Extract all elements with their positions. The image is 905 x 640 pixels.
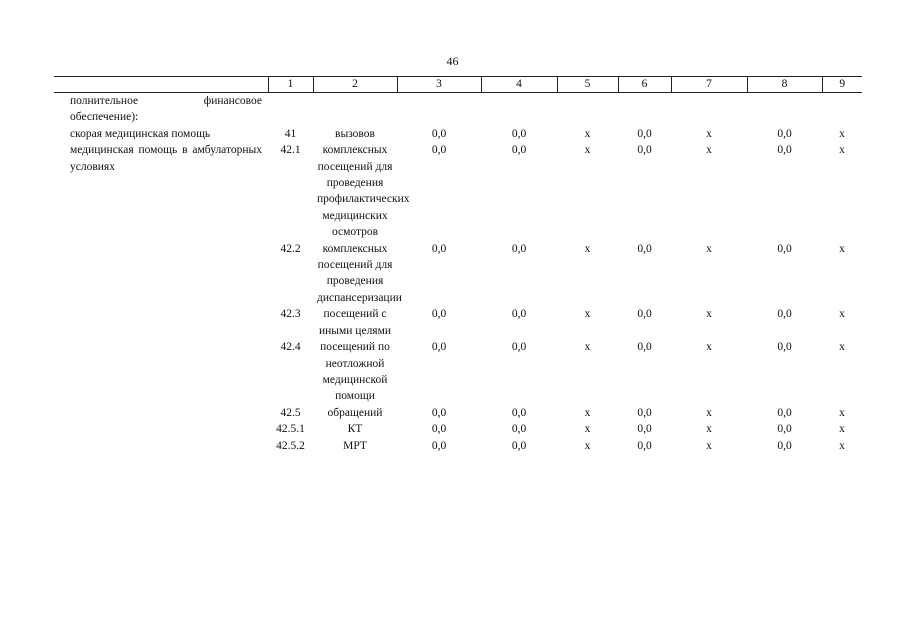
cell-col6: 0,0 xyxy=(637,308,652,321)
cell-col4: 0,0 xyxy=(511,308,527,321)
row-unit: посещений по неотложной медицинской помощи xyxy=(320,341,390,403)
row-name xyxy=(54,438,268,454)
row-name: медицинская помощь в амбулаторных условиях xyxy=(70,144,262,173)
cell-col8: 0,0 xyxy=(777,308,792,321)
cell-col4: 0,0 xyxy=(511,423,527,436)
cell-col5: х xyxy=(584,242,591,255)
row-unit: КТ xyxy=(347,423,363,436)
cell-col3: 0,0 xyxy=(431,242,447,255)
cell-col6: 0,0 xyxy=(637,423,652,436)
table-row xyxy=(54,126,862,142)
cell-col8: 0,0 xyxy=(777,406,792,419)
cell-col9: х xyxy=(839,308,845,321)
row-unit: обращений xyxy=(327,406,383,419)
row-name xyxy=(54,306,268,339)
cell-col4: 0,0 xyxy=(511,341,527,354)
cell-col4: 0,0 xyxy=(511,406,527,419)
cell-col9: х xyxy=(839,242,845,255)
cell-col7: х xyxy=(706,127,712,140)
cell-col5: х xyxy=(584,341,591,354)
row-code: 42.5 xyxy=(280,406,301,419)
cell-col3: 0,0 xyxy=(431,439,447,452)
cell-col7: х xyxy=(706,242,712,255)
cell-col6: 0,0 xyxy=(637,406,652,419)
cell-col9: х xyxy=(839,127,845,140)
cell-col3: 0,0 xyxy=(431,423,447,436)
table-row xyxy=(54,405,862,421)
cell-col6: 0,0 xyxy=(637,439,652,452)
cell-col4: 0,0 xyxy=(511,439,527,452)
cell-col8: 0,0 xyxy=(777,242,792,255)
cell-col8: 0,0 xyxy=(777,127,792,140)
cell-col3: 0,0 xyxy=(431,144,447,157)
row-name: скорая медицинская помощь xyxy=(70,127,211,140)
column-number-row xyxy=(54,77,862,93)
cell-col8: 0,0 xyxy=(777,423,792,436)
cell-col8: 0,0 xyxy=(777,439,792,452)
column-header-8: 8 xyxy=(747,77,822,93)
cell-col9: х xyxy=(839,439,845,452)
table-row xyxy=(54,339,862,405)
table-row xyxy=(54,438,862,454)
cell-col7: х xyxy=(706,144,712,157)
cell-col6: 0,0 xyxy=(637,242,652,255)
row-name xyxy=(54,421,268,437)
continuation-text: полнительное финансовое обеспечение): xyxy=(70,95,262,124)
cell-col6: 0,0 xyxy=(637,127,652,140)
cell-col7: х xyxy=(706,439,712,452)
column-header-5: 5 xyxy=(557,77,618,93)
cell-col7: х xyxy=(706,308,712,321)
column-header-6: 6 xyxy=(618,77,671,93)
table-row xyxy=(54,421,862,437)
row-name xyxy=(54,339,268,405)
cell-col5: х xyxy=(584,406,591,419)
row-code: 42.2 xyxy=(280,242,301,255)
row-name xyxy=(54,241,268,307)
table-row xyxy=(54,241,862,307)
continuation-row xyxy=(54,93,862,126)
cell-col3: 0,0 xyxy=(431,341,447,354)
cell-col8: 0,0 xyxy=(777,144,792,157)
row-unit: посещений с иными целями xyxy=(318,308,392,337)
row-code: 42.5.2 xyxy=(276,439,305,452)
cell-col9: х xyxy=(839,406,845,419)
cell-col5: х xyxy=(584,423,591,436)
cell-col7: х xyxy=(706,423,712,436)
table-row xyxy=(54,306,862,339)
cell-col3: 0,0 xyxy=(431,406,447,419)
cell-col6: 0,0 xyxy=(637,341,652,354)
row-name xyxy=(54,405,268,421)
table-row xyxy=(54,142,862,240)
financing-table xyxy=(54,76,862,454)
column-header-2: 2 xyxy=(313,77,397,93)
cell-col9: х xyxy=(839,144,845,157)
cell-col4: 0,0 xyxy=(511,144,527,157)
row-code: 42.5.1 xyxy=(276,423,305,436)
column-header-4: 4 xyxy=(481,77,557,93)
cell-col3: 0,0 xyxy=(431,127,447,140)
cell-col4: 0,0 xyxy=(511,127,527,140)
row-unit: комплексных посещений для проведения диспансеризации xyxy=(317,242,402,304)
cell-col4: 0,0 xyxy=(511,242,527,255)
cell-col5: х xyxy=(584,127,591,140)
row-code: 42.4 xyxy=(280,341,301,354)
cell-col7: х xyxy=(706,341,712,354)
row-unit: комплексных посещений для проведения профилактических медицинских осмотров xyxy=(317,144,410,239)
cell-col9: х xyxy=(839,423,845,436)
column-header-1: 1 xyxy=(268,77,313,93)
row-unit: МРТ xyxy=(343,439,367,452)
column-header-blank xyxy=(54,77,268,93)
column-header-3: 3 xyxy=(397,77,481,93)
cell-col9: х xyxy=(839,341,845,354)
row-code: 42.1 xyxy=(280,144,301,157)
cell-col5: х xyxy=(584,308,591,321)
cell-col6: 0,0 xyxy=(637,144,652,157)
cell-col5: х xyxy=(584,439,591,452)
page-number: 46 xyxy=(446,54,459,68)
row-code: 42.3 xyxy=(280,308,301,321)
cell-col8: 0,0 xyxy=(777,341,792,354)
column-header-7: 7 xyxy=(671,77,747,93)
column-header-9: 9 xyxy=(822,77,862,93)
cell-col5: х xyxy=(584,144,591,157)
cell-col3: 0,0 xyxy=(431,308,447,321)
row-unit: вызовов xyxy=(335,127,375,140)
cell-col7: х xyxy=(706,406,712,419)
row-code: 41 xyxy=(284,127,297,140)
